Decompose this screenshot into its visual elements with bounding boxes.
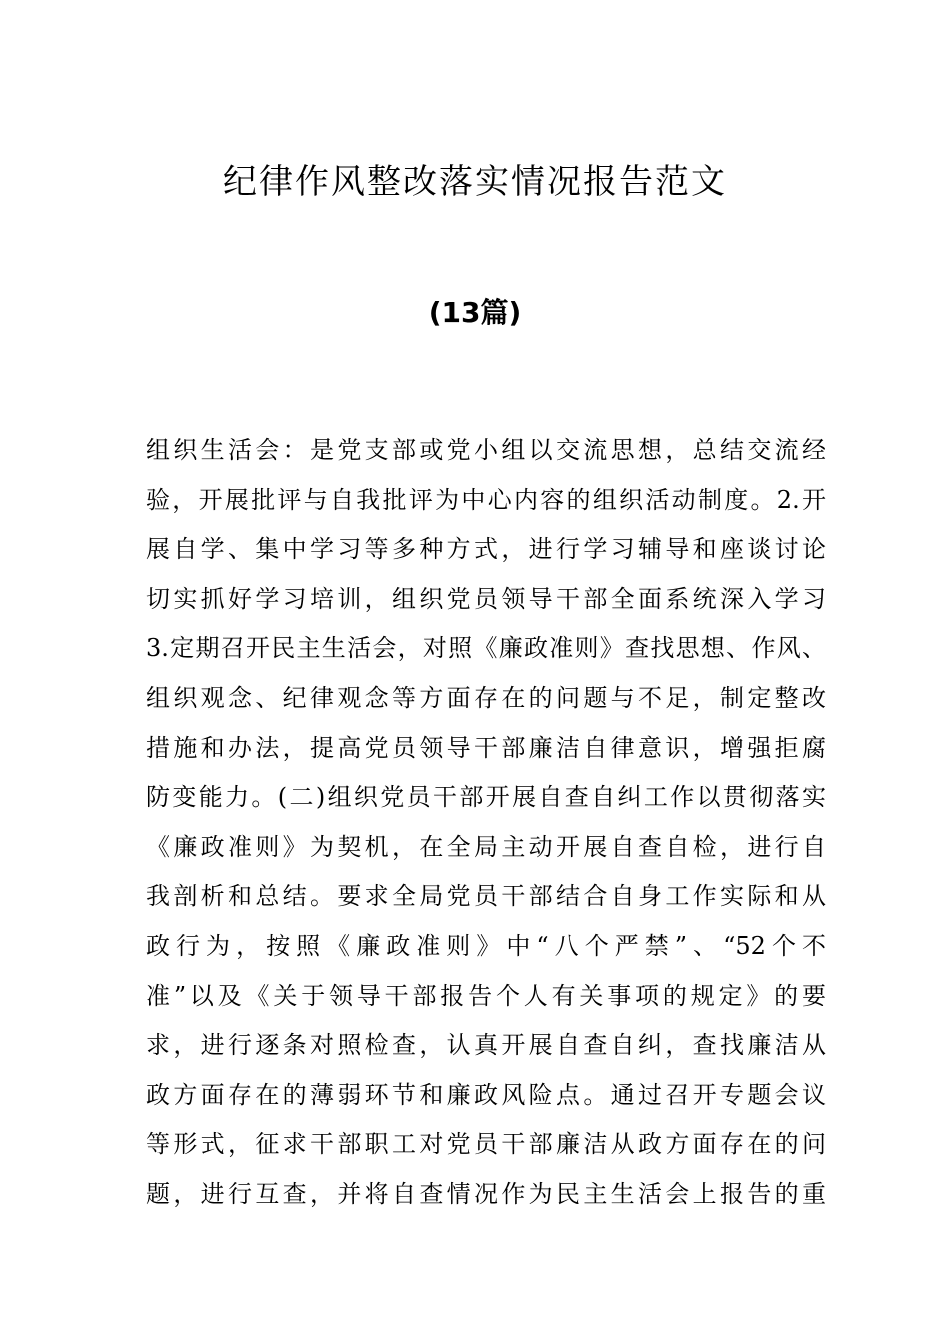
body-line: 求，进行逐条对照检查，认真开展自查自纠，查找廉洁从 <box>146 1031 826 1060</box>
body-line: 组织生活会：是党支部或党小组以交流思想，总结交流经 <box>146 436 826 464</box>
body-line: 政方面存在的薄弱环节和廉政风险点。通过召开专题会议 <box>146 1080 826 1109</box>
document-subtitle: (13篇) <box>428 296 522 329</box>
body-line: 政行为，按照《廉政准则》中“八个严禁”、“52个不 <box>146 931 826 960</box>
body-line: 准”以及《关于领导干部报告个人有关事项的规定》的要 <box>146 981 826 1010</box>
body-line: 题，进行互查，并将自查情况作为民主生活会上报告的重 <box>146 1179 826 1208</box>
body-line: 《廉政准则》为契机，在全局主动开展自查自检，进行自 <box>146 832 826 861</box>
document-body <box>146 426 826 1220</box>
body-line: 我剖析和总结。要求全局党员干部结合自身工作实际和从 <box>146 882 826 911</box>
body-line: 防变能力。(二)组织党员干部开展自查自纠工作以贯彻落实 <box>146 783 826 812</box>
document-title: 纪律作风整改落实情况报告范文 <box>223 162 727 202</box>
body-line: 3.定期召开民主生活会，对照《廉政准则》查找思想、作风、 <box>146 634 826 663</box>
body-line: 组织观念、纪律观念等方面存在的问题与不足，制定整改 <box>146 683 826 712</box>
body-line: 措施和办法，提高党员领导干部廉洁自律意识，增强拒腐 <box>146 733 826 762</box>
body-line: 展自学、集中学习等多种方式，进行学习辅导和座谈讨论 <box>146 535 826 564</box>
body-line: 验，开展批评与自我批评为中心内容的组织活动制度。2.开 <box>146 485 826 514</box>
body-line: 切实抓好学习培训，组织党员领导干部全面系统深入学习 <box>146 584 826 613</box>
body-line: 等形式，征求干部职工对党员干部廉洁从政方面存在的问 <box>146 1130 826 1159</box>
